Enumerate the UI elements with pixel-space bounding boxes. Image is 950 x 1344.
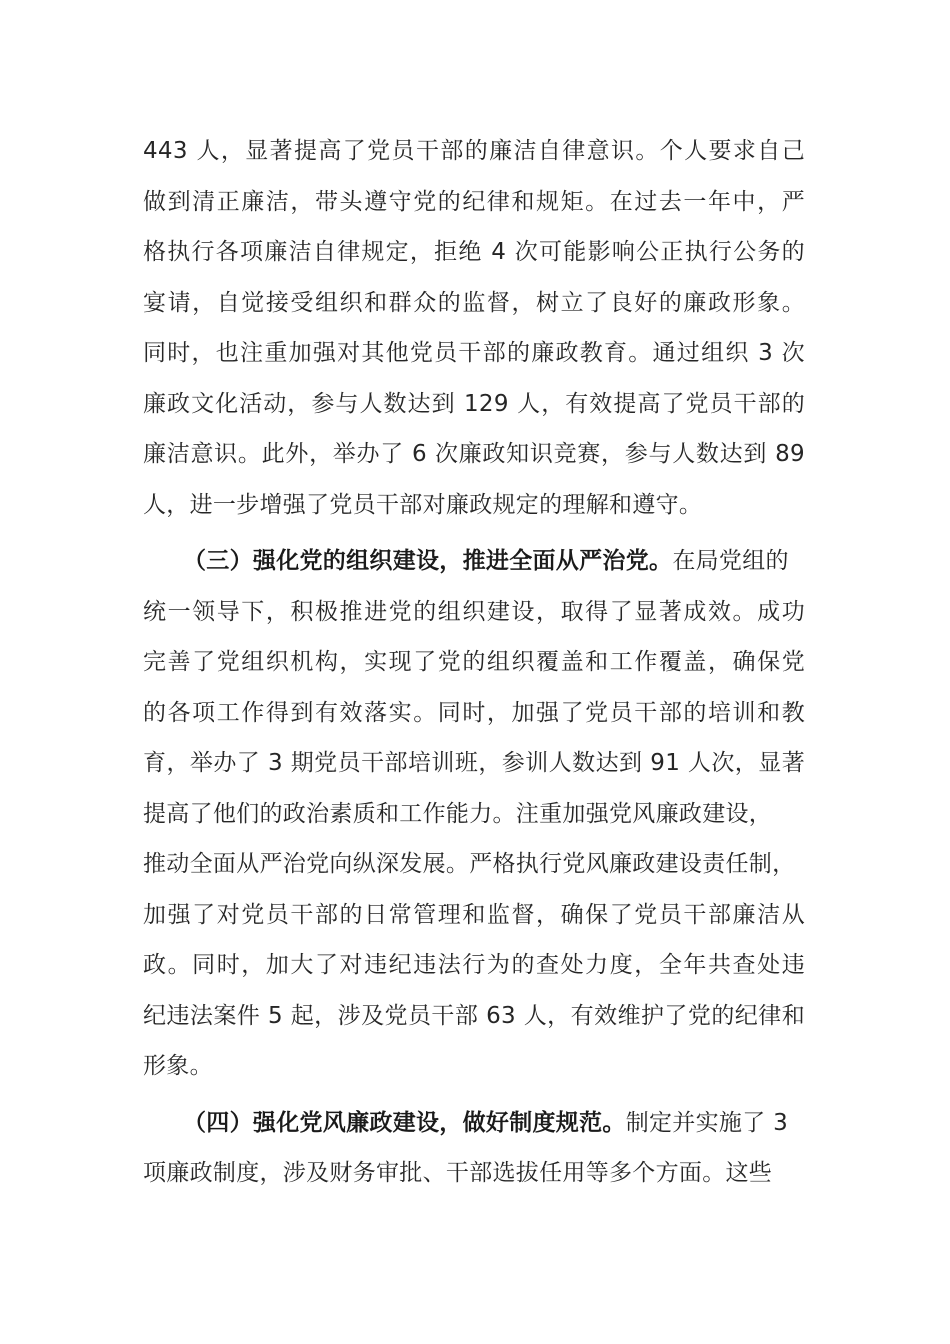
text-line: 推动全面从严治党向纵深发展。严格执行党风廉政建设责任制，	[143, 851, 796, 877]
section-3-first-line	[143, 536, 805, 587]
text-line: 格执行各项廉洁自律规定，拒绝 4 次可能影响公正执行公务的	[143, 239, 805, 265]
paragraph-continued	[143, 126, 805, 530]
section-3-heading: （三）强化党的组织建设，推进全面从严治党。	[183, 548, 673, 574]
section-3-first-line-text: 在局党组的	[672, 548, 789, 574]
text-line: 廉洁意识。此外，举办了 6 次廉政知识竞赛，参与人数达到 89	[143, 441, 805, 467]
text-line: 项廉政制度，涉及财务审批、干部选拔任用等多个方面。这些	[143, 1160, 773, 1186]
text-line: 同时，也注重加强对其他党员干部的廉政教育。通过组织 3 次	[143, 340, 805, 366]
text-line: 的各项工作得到有效落实。同时，加强了党员干部的培训和教	[143, 699, 805, 726]
section-4-first-line-text: 制定并实施了 3	[625, 1109, 789, 1136]
paragraph-section-3	[143, 536, 805, 1092]
text-line: 443 人，显著提高了党员干部的廉洁自律意识。个人要求自己	[143, 138, 805, 164]
text-line: 加强了对党员干部的日常管理和监督，确保了党员干部廉洁从	[143, 901, 805, 928]
section-4-heading: （四）强化党风廉政建设，做好制度规范。	[183, 1109, 626, 1136]
text-line: 完善了党组织机构，实现了党的组织覆盖和工作覆盖，确保党	[143, 649, 805, 675]
text-line: 纪违法案件 5 起，涉及党员干部 63 人，有效维护了党的纪律和	[143, 1002, 805, 1029]
text-line: 廉政文化活动，参与人数达到 129 人，有效提高了党员干部的	[143, 390, 805, 417]
section-4-first-line	[143, 1098, 805, 1149]
paragraph-section-4	[143, 1098, 805, 1199]
document-body	[143, 126, 805, 1199]
text-line: 人，进一步增强了党员干部对廉政规定的理解和遵守。	[143, 491, 703, 518]
text-line: 形象。	[143, 1053, 213, 1079]
text-line: 政。同时，加大了对违纪违法行为的查处力度，全年共查处违	[143, 952, 805, 978]
text-line: 育，举办了 3 期党员干部培训班，参训人数达到 91 人次，显著	[143, 750, 805, 776]
text-line: 宴请，自觉接受组织和群众的监督，树立了良好的廉政形象。	[143, 289, 805, 316]
text-line: 做到清正廉洁，带头遵守党的纪律和规矩。在过去一年中，严	[143, 188, 805, 215]
text-line: 提高了他们的政治素质和工作能力。注重加强党风廉政建设，	[143, 800, 773, 827]
text-line: 统一领导下，积极推进党的组织建设，取得了显著成效。成功	[143, 598, 805, 625]
